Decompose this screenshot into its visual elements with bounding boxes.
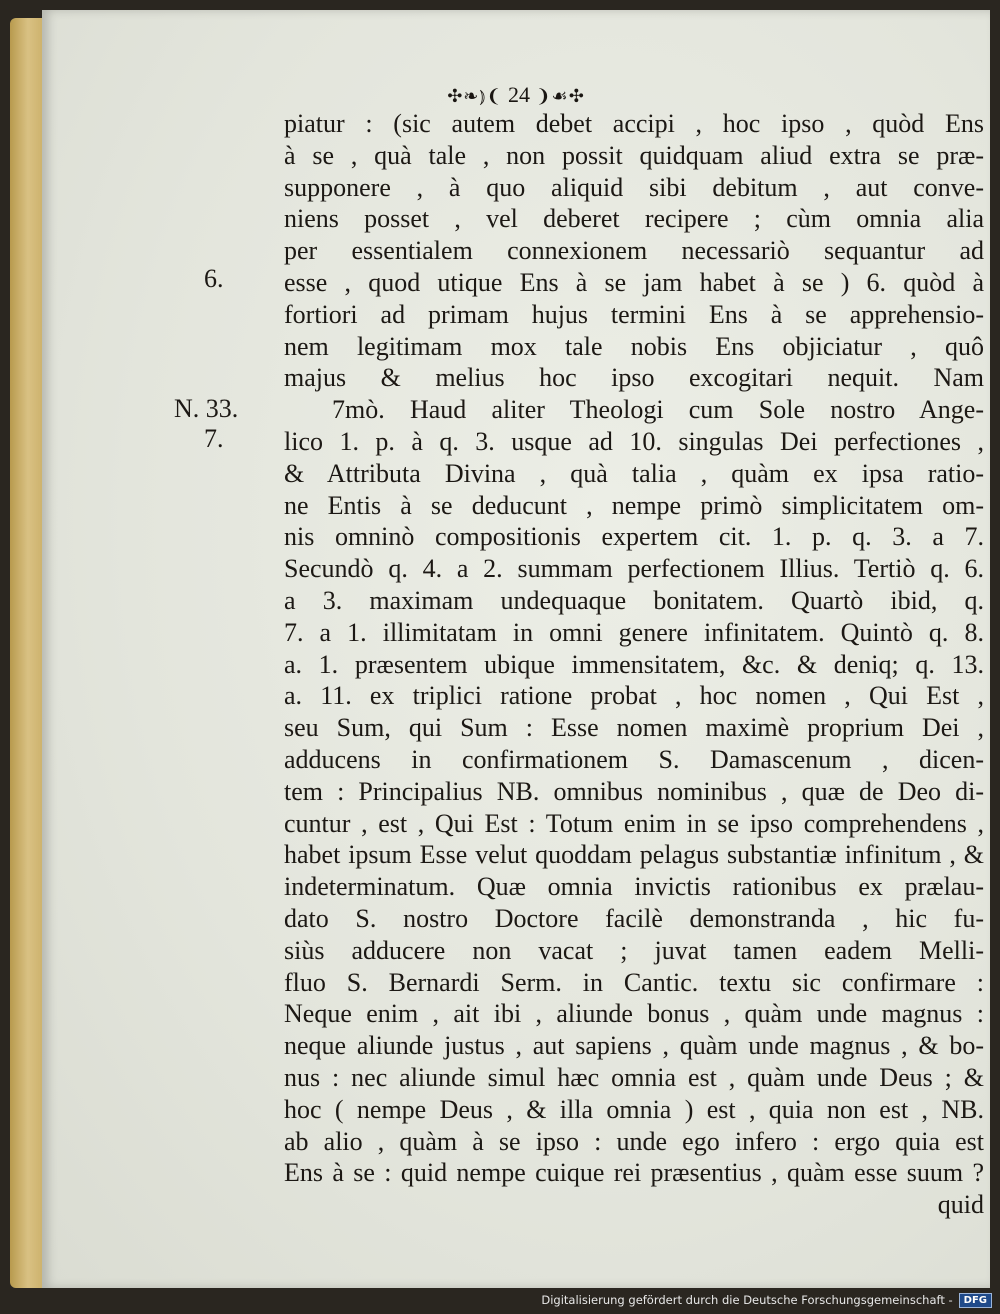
text-line: à se , quà tale , non possit quidquam aliud extra se præ-	[284, 140, 984, 170]
text-line: adducens in confirmationem S. Damascenum , dicen-	[284, 744, 984, 774]
text-line: nem legitimam mox tale nobis Ens objiciatur , quô	[284, 331, 984, 361]
text-line: ne Entis à se deducunt , nempe primò simplicitatem om-	[284, 490, 984, 520]
text-line: a. 1. præsentem ubique immensitatem, &c. & deniq; q. 13.	[284, 649, 984, 679]
text-line: Secundò q. 4. a 2. summam perfectionem Illius. Tertiò q. 6.	[284, 554, 984, 584]
text-line: dato S. nostro Doctore facilè demonstranda , hic fu-	[284, 903, 984, 933]
text-line: seu Sum, qui Sum : Esse nomen maximè proprium Dei ,	[284, 713, 984, 743]
header-ornament-right: ❩☙✣	[535, 86, 585, 107]
text-line: majus & melius hoc ipso excogitari nequit. Nam	[284, 363, 984, 393]
text-line: esse , quod utique Ens à se jam habet à se ) 6. quòd à	[284, 267, 984, 297]
digitization-footer	[541, 1290, 992, 1310]
header-ornament-left: ✣❧⦆❨	[447, 86, 503, 107]
text-line: Neque enim , ait ibi , aliunde bonus , quàm unde magnus :	[284, 999, 984, 1029]
text-line: fluo S. Bernardi Serm. in Cantic. textu sic confirmare :	[284, 967, 984, 997]
footer-text: Digitalisierung gefördert durch die Deutsche Forschungsgemeinschaft -	[541, 1293, 953, 1307]
text-line: Ens à se : quid nempe cuique rei præsentius , quàm esse suum ?	[284, 1158, 984, 1188]
book-page	[42, 10, 990, 1288]
text-line: cuntur , est , Qui Est : Totum enim in se ipso comprehendens ,	[284, 808, 984, 838]
text-line: ab alio , quàm à se ipso : unde ego infero : ergo quia est	[284, 1126, 984, 1156]
text-line: 7mò. Haud aliter Theologi cum Sole nostro Ange-	[332, 395, 984, 425]
page-number: 24	[507, 82, 530, 107]
margin-note-7: 7.	[204, 424, 224, 453]
dfg-logo: DFG	[959, 1293, 992, 1308]
catchword: quid	[937, 1190, 984, 1220]
text-line: indeterminatum. Quæ omnia invictis rationibus ex prælau-	[284, 872, 984, 902]
text-line: neque aliunde justus , aut sapiens , quàm unde magnus , & bo-	[284, 1031, 984, 1061]
text-line: nus : nec aliunde simul hæc omnia est , quàm unde Deus ; &	[284, 1062, 984, 1092]
text-line: per essentialem connexionem necessariò sequantur ad	[284, 236, 984, 266]
text-line: fortiori ad primam hujus termini Ens à se apprehensio-	[284, 299, 984, 329]
text-line: habet ipsum Esse velut quoddam pelagus substantiæ infinitum , &	[284, 840, 984, 870]
text-line: & Attributa Divina , quà talia , quàm ex ipsa ratio-	[284, 458, 984, 488]
text-line: hoc ( nempe Deus , & illa omnia ) est , quia non est , NB.	[284, 1094, 984, 1124]
body-text	[284, 108, 984, 1221]
text-line: siùs adducere non vacat ; juvat tamen eadem Melli-	[284, 935, 984, 965]
text-line: piatur : (sic autem debet accipi , hoc ipso , quòd Ens	[284, 109, 984, 138]
text-line: tem : Principalius NB. omnibus nominibus , quæ de Deo di-	[284, 776, 984, 806]
text-line: a 3. maximam undequaque bonitatem. Quartò ibid, q.	[284, 585, 984, 615]
page-header	[42, 82, 990, 108]
text-line: 7. a 1. illimitatam in omni genere infinitatem. Quintò q. 8.	[284, 617, 984, 647]
text-line: lico 1. p. à q. 3. usque ad 10. singulas Dei perfectiones ,	[284, 426, 984, 456]
margin-note-6: 6.	[204, 264, 224, 293]
text-line: niens posset , vel deberet recipere ; cùm omnia alia	[284, 204, 984, 234]
margin-note-n33: N. 33.	[174, 394, 239, 423]
text-line: supponere , à quo aliquid sibi debitum , aut conve-	[284, 172, 984, 202]
text-line: nis omninò compositionis expertem cit. 1. p. q. 3. a 7.	[284, 522, 984, 552]
text-line: a. 11. ex triplici ratione probat , hoc nomen , Qui Est ,	[284, 681, 984, 711]
